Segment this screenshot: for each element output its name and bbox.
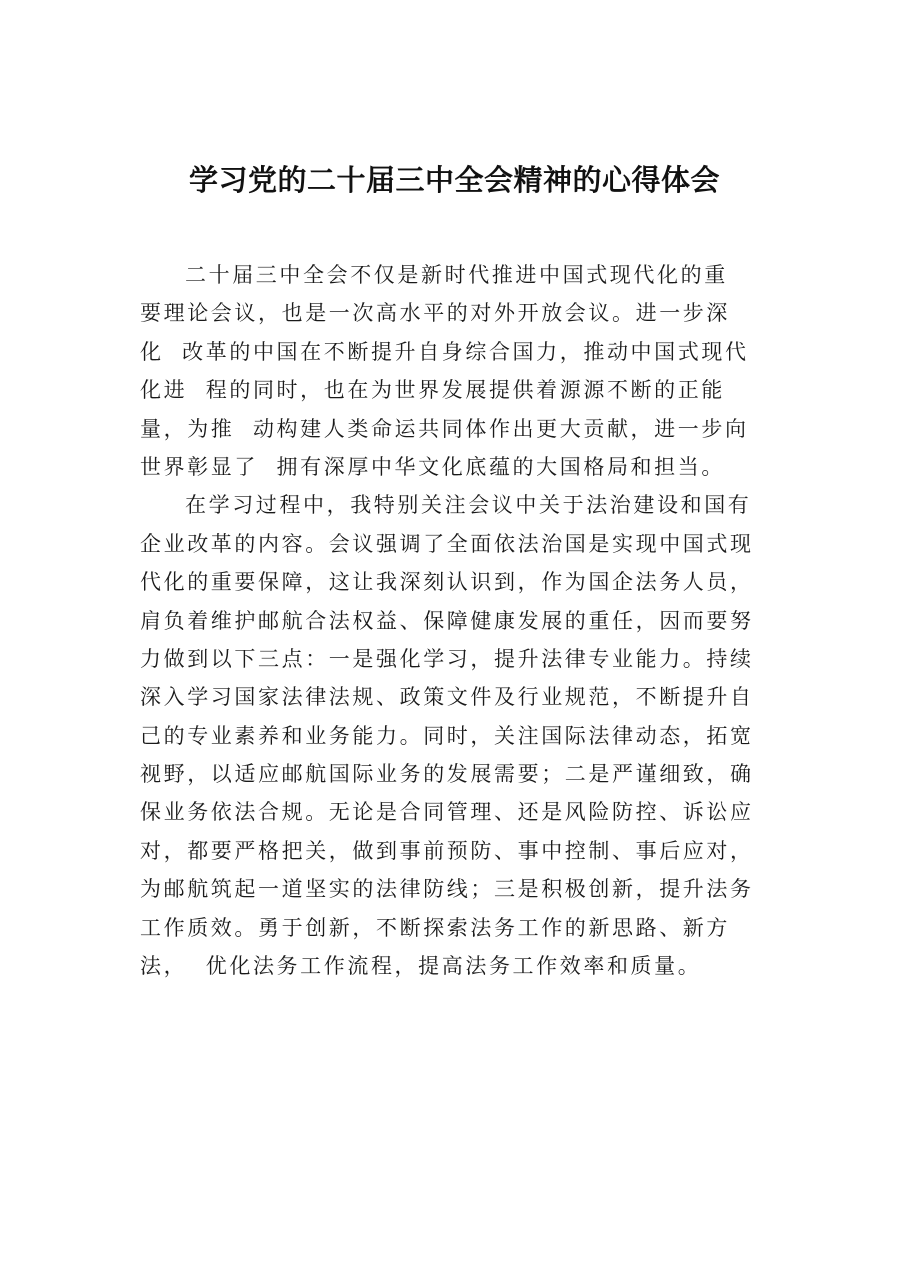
paragraph-line: 法， 优化法务工作流程，提高法务工作效率和质量。 bbox=[140, 954, 702, 979]
paragraph-line: 工作质效。勇于创新，不断探索法务工作的新思路、新方 bbox=[140, 915, 730, 940]
paragraph-line: 化 改革的中国在不断提升自身综合国力，推动中国式现代 bbox=[140, 339, 749, 364]
paragraph-line: 化进 程的同时，也在为世界发展提供着源源不断的正能 bbox=[140, 378, 725, 403]
paragraph-line: 量，为推 动构建人类命运共同体作出更大贡献，进一步向 bbox=[140, 416, 749, 441]
paragraph-line: 二十届三中全会不仅是新时代推进中国式现代化的重 bbox=[185, 263, 728, 287]
paragraph-line: 为邮航筑起一道坚实的法律防线；三是积极创新，提升法务 bbox=[140, 877, 754, 902]
paragraph-line: 力做到以下三点：一是强化学习，提升法律专业能力。持续 bbox=[140, 646, 754, 671]
document-body bbox=[140, 256, 780, 985]
paragraph-line: 视野，以适应邮航国际业务的发展需要；二是严谨细致，确 bbox=[140, 762, 754, 787]
paragraph-line: 保业务依法合规。无论是合同管理、还是风险防控、诉讼应 bbox=[140, 800, 754, 825]
paragraph-line: 对，都要严格把关，做到事前预防、事中控制、事后应对， bbox=[140, 838, 754, 863]
paragraph-line: 企业改革的内容。会议强调了全面依法治国是实现中国式现 bbox=[140, 531, 754, 556]
paragraph-line: 在学习过程中，我特别关注会议中关于法治建设和国有 bbox=[185, 493, 752, 518]
paragraph-2 bbox=[140, 486, 780, 985]
paragraph-line: 己的专业素养和业务能力。同时，关注国际法律动态，拓宽 bbox=[140, 723, 754, 748]
paragraph-line: 代化的重要保障，这让我深刻认识到，作为国企法务人员， bbox=[140, 570, 754, 595]
paragraph-1 bbox=[140, 256, 780, 486]
paragraph-line: 肩负着维护邮航合法权益、保障健康发展的重任，因而要努 bbox=[140, 608, 754, 633]
paragraph-line: 深入学习国家法律法规、政策文件及行业规范，不断提升自 bbox=[140, 685, 754, 710]
paragraph-line: 世界彰显了 拥有深厚中华文化底蕴的大国格局和担当。 bbox=[140, 454, 725, 479]
paragraph-line: 要理论会议，也是一次高水平的对外开放会议。进一步深 bbox=[140, 301, 730, 326]
document-title: 学习党的二十届三中全会精神的心得体会 bbox=[188, 163, 720, 197]
